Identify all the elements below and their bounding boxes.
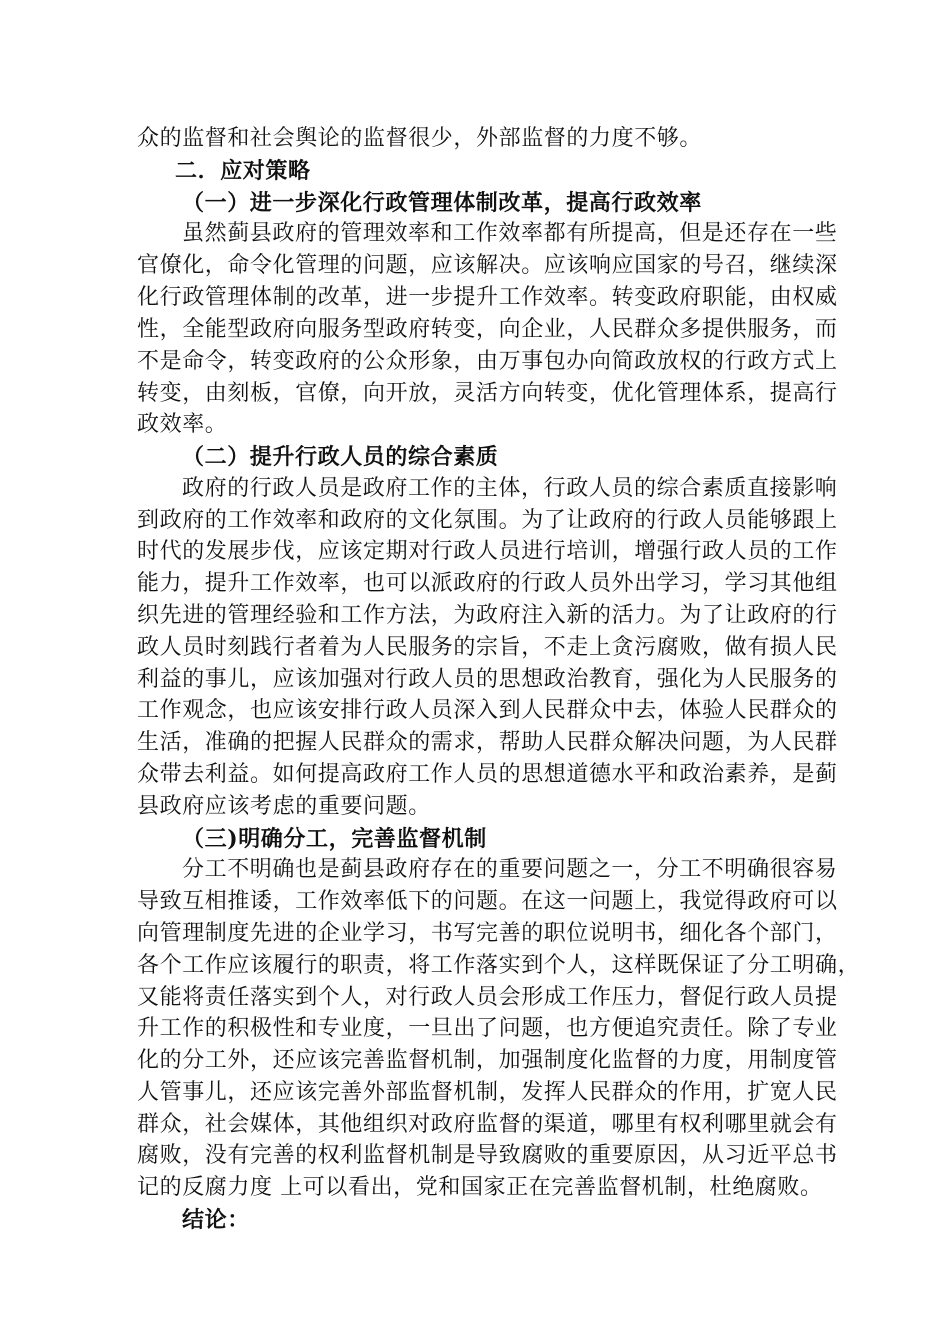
body-text-line: 性，全能型政府向服务型政府转变，向企业，人民群众多提供服务，而	[137, 317, 838, 342]
body-text-line: 政府的行政人员是政府工作的主体，行政人员的综合素质直接影响	[182, 476, 838, 501]
body-text-line: 各个工作应该履行的职责，将工作落实到个人，这样既保证了分工明确，	[137, 953, 861, 978]
body-text-line: 到政府的工作效率和政府的文化氛围。为了让政府的行政人员能够跟上	[137, 508, 838, 533]
body-text-line: 化的分工外，还应该完善监督机制，加强制度化监督的力度，用制度管	[137, 1048, 838, 1073]
body-text-line: 政效率。	[137, 412, 228, 437]
body-text-line: 官僚化，命令化管理的问题，应该解决。应该响应国家的号召，继续深	[137, 253, 838, 278]
subsection-heading: （二）提升行政人员的综合素质	[182, 444, 499, 470]
body-text-line: 腐败，没有完善的权利监督机制是导致腐败的重要原因，从习近平总书	[137, 1143, 838, 1168]
body-text-line: 记的反腐力度 上可以看出，党和国家正在完善监督机制，杜绝腐败。	[137, 1175, 823, 1200]
body-text-line: 群众，社会媒体，其他组织对政府监督的渠道，哪里有权利哪里就会有	[137, 1112, 838, 1137]
body-text-line: 时代的发展步伐，应该定期对行政人员进行培训，增强行政人员的工作	[137, 539, 838, 564]
body-text-line: 政人员时刻践行者着为人民服务的宗旨，不走上贪污腐败，做有损人民	[137, 635, 838, 660]
body-text-line: 分工不明确也是蓟县政府存在的重要问题之一，分工不明确很容易	[182, 857, 838, 882]
body-text-line: 转变，由刻板，官僚，向开放，灵活方向转变，优化管理体系，提高行	[137, 381, 838, 406]
body-text-line: 县政府应该考虑的重要问题。	[137, 794, 431, 819]
body-text-line: 能力，提升工作效率，也可以派政府的行政人员外出学习，学习其他组	[137, 571, 838, 596]
body-text-line: 工作观念，也应该安排行政人员深入到人民群众中去，体验人民群众的	[137, 698, 838, 723]
subsection-heading: （三)明确分工，完善监督机制	[182, 826, 487, 852]
body-text-line: 向管理制度先进的企业学习，书写完善的职位说明书，细化各个部门，	[137, 921, 838, 946]
body-text-line: 化行政管理体制的改革，进一步提升工作效率。转变政府职能，由权威	[137, 285, 838, 310]
body-text-line: 又能将责任落实到个人，对行政人员会形成工作压力，督促行政人员提	[137, 985, 838, 1010]
body-text-line: 虽然蓟县政府的管理效率和工作效率都有所提高，但是还存在一些	[182, 221, 838, 246]
body-text-line: 生活，准确的把握人民群众的需求，帮助人民群众解决问题，为人民群	[137, 730, 838, 755]
body-text-line: 人管事儿，还应该完善外部监督机制，发挥人民群众的作用，扩宽人民	[137, 1080, 838, 1105]
conclusion-heading: 结论：	[182, 1207, 250, 1233]
body-text-line: 众的监督和社会舆论的监督很少，外部监督的力度不够。	[137, 126, 703, 151]
body-text-line: 不是命令，转变政府的公众形象，由万事包办向简政放权的行政方式上	[137, 349, 838, 374]
body-text-line: 织先进的管理经验和工作方法，为政府注入新的活力。为了让政府的行	[137, 603, 838, 628]
body-text-line: 导致互相推诿，工作效率低下的问题。在这一问题上，我觉得政府可以	[137, 889, 838, 914]
body-text-line: 利益的事儿，应该加强对行政人员的思想政治教育，强化为人民服务的	[137, 667, 838, 692]
section-heading: 二．应对策略	[175, 158, 311, 184]
body-text-line: 众带去利益。如何提高政府工作人员的思想道德水平和政治素养，是蓟	[137, 762, 838, 787]
body-text-line: 升工作的积极性和专业度，一旦出了问题，也方便追究责任。除了专业	[137, 1016, 838, 1041]
subsection-heading: （一）进一步深化行政管理体制改革，提高行政效率	[182, 190, 702, 216]
